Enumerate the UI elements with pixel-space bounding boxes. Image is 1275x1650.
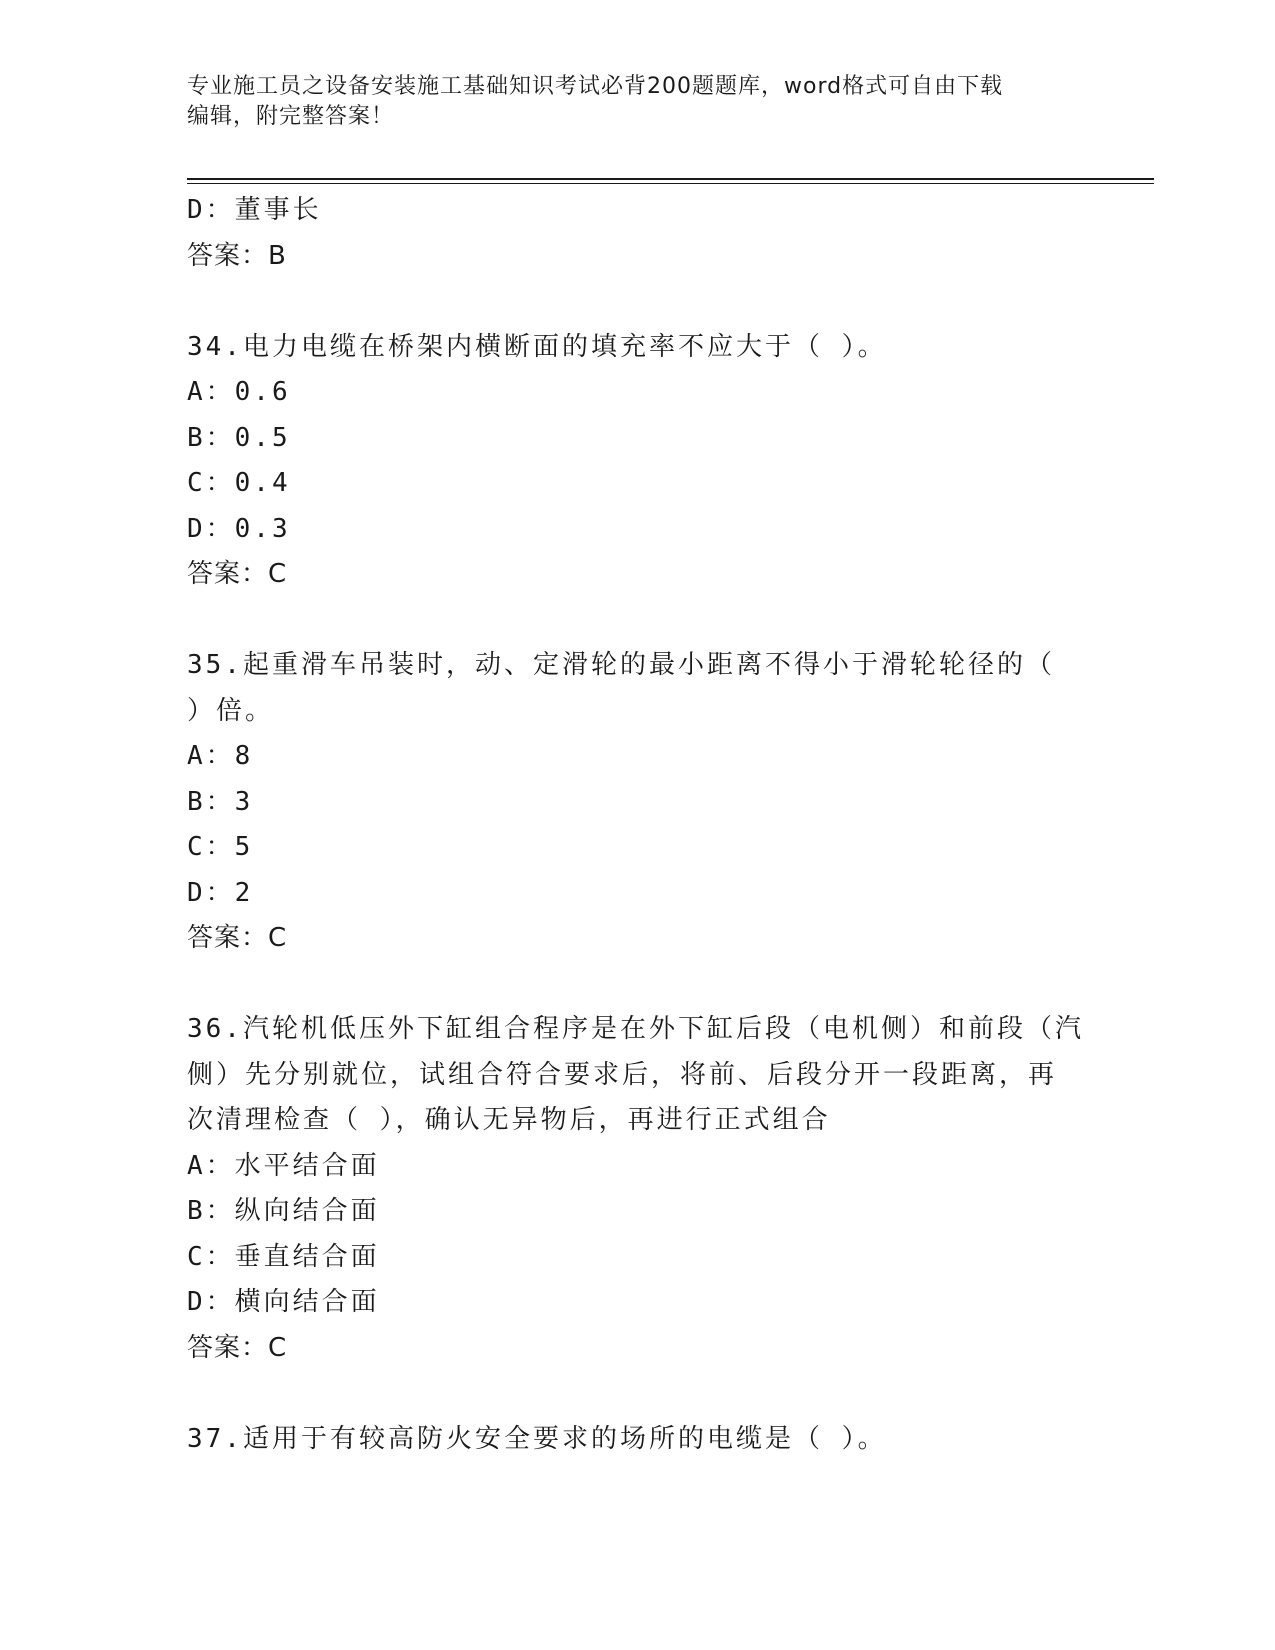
stem-line: 35.起重滑车吊装时，动、定滑轮的最小距离不得小于滑轮轮径的（ xyxy=(187,650,1055,680)
spacer xyxy=(187,598,1087,644)
option-a: A：0.6 xyxy=(187,377,291,407)
option-d: D：0.3 xyxy=(187,513,291,544)
answer-line: 答案：B xyxy=(187,240,287,271)
question-stem xyxy=(187,643,1087,734)
question-37 xyxy=(187,1417,1087,1463)
document-header xyxy=(187,72,1087,132)
answer-line: 答案：C xyxy=(187,1332,288,1363)
header-line-1: 专业施工员之设备安装施工基础知识考试必背200题题库，word格式可自由下载 xyxy=(187,74,1004,99)
question-stem xyxy=(187,1417,1087,1463)
question-list xyxy=(187,188,1087,1462)
question-36 xyxy=(187,1007,1087,1371)
option-c: C：垂直结合面 xyxy=(187,1241,380,1272)
stem-line: 37.适用于有较高防火安全要求的场所的电缆是（ ）。 xyxy=(187,1423,887,1454)
stem-line: 次清理检查（ ），确认无异物后，再进行正式组合 xyxy=(187,1105,831,1135)
option-b: B：3 xyxy=(187,786,254,817)
stem-line: 36.汽轮机低压外下缸组合程序是在外下缸后段（电机侧）和前段（汽 xyxy=(187,1014,1084,1044)
question-35 xyxy=(187,643,1087,962)
question-stem xyxy=(187,1007,1087,1144)
stem-line: 侧）先分别就位，试组合符合要求后，将前、后段分开一段距离，再 xyxy=(187,1059,1058,1090)
option-a: A：8 xyxy=(187,741,254,771)
spacer xyxy=(187,1371,1087,1417)
previous-question-tail xyxy=(187,188,1087,279)
option-d: D：董事长 xyxy=(187,195,322,225)
header-line-2: 编辑，附完整答案！ xyxy=(187,104,395,129)
question-34 xyxy=(187,325,1087,598)
spacer xyxy=(187,279,1087,325)
option-b: B：纵向结合面 xyxy=(187,1196,380,1226)
header-divider-thick xyxy=(187,178,1154,180)
question-stem xyxy=(187,325,1087,371)
option-d: D：2 xyxy=(187,877,254,908)
answer-line: 答案：C xyxy=(187,923,288,953)
option-c: C：0.4 xyxy=(187,468,291,498)
option-b: B：0.5 xyxy=(187,422,291,453)
answer-line: 答案：C xyxy=(187,559,288,589)
header-divider-thin xyxy=(187,183,1154,184)
stem-line: ）倍。 xyxy=(187,695,275,726)
spacer xyxy=(187,962,1087,1008)
option-c: C：5 xyxy=(187,832,254,862)
stem-line: 34.电力电缆在桥架内横断面的填充率不应大于（ ）。 xyxy=(187,331,887,362)
option-d: D：横向结合面 xyxy=(187,1287,380,1317)
option-a: A：水平结合面 xyxy=(187,1150,380,1181)
